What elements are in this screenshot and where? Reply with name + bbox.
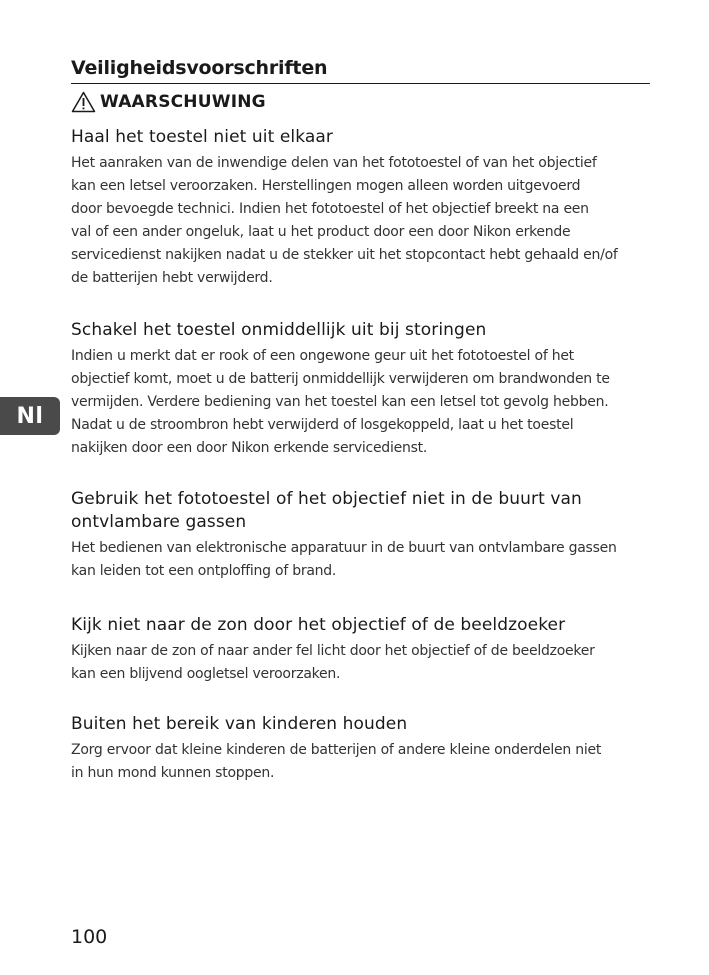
language-tab: Nl xyxy=(0,397,60,435)
page-title: Veiligheidsvoorschriften xyxy=(71,57,328,79)
section-heading: Kijk niet naar de zon door het objectief of de beeldzoeker xyxy=(71,615,566,635)
section-heading: Schakel het toestel onmiddellijk uit bij storingen xyxy=(71,320,487,340)
section-body: Kijken naar de zon of naar ander fel licht door het objectief of de beeldzoeker kan een blijvend oogletsel veroorzaken. xyxy=(71,643,595,682)
section-malfunction xyxy=(71,319,653,460)
section-heading: Gebruik het fototoestel of het objectief niet in de buurt van ontvlambare gassen xyxy=(71,489,582,532)
page-number: 100 xyxy=(71,926,108,948)
section-body: Het aanraken van de inwendige delen van het fototoestel of van het objectief kan een letsel veroorzaken. Herstellingen mogen alleen worden uitgevoerd door bevoegde technici. Indien het fototoestel of het objectief breekt na een val of een ander ongeluk, laat u het product door een door Nikon erkende servicedienst nakijken nadat u de stekker uit het stopcontact hebt gehaald en/of de batterijen hebt verwijderd. xyxy=(71,155,618,286)
title-rule xyxy=(71,83,650,84)
warning-triangle-icon xyxy=(71,91,96,113)
section-body: Indien u merkt dat er rook of een ongewone geur uit het fototoestel of het objectief komt, moet u de batterij onmiddellijk verwijderen om brandwonden te vermijden. Verdere bediening van het toestel kan een letsel tot gevolg hebben. Nadat u de stroombron hebt verwijderd of losgekoppeld, laat u het toestel nakijken door een door Nikon erkende servicedienst. xyxy=(71,348,610,456)
section-sun xyxy=(71,614,653,686)
section-children xyxy=(71,713,653,785)
warning-label: WAARSCHUWING xyxy=(100,92,266,112)
warning-row xyxy=(71,89,266,115)
section-body: Zorg ervoor dat kleine kinderen de batterijen of andere kleine onderdelen niet in hun mond kunnen stoppen. xyxy=(71,742,602,781)
section-heading: Haal het toestel niet uit elkaar xyxy=(71,127,334,147)
section-disassemble xyxy=(71,126,653,290)
section-flammable-gas xyxy=(71,488,653,583)
section-heading: Buiten het bereik van kinderen houden xyxy=(71,714,408,734)
section-body: Het bedienen van elektronische apparatuur in de buurt van ontvlambare gassen kan leiden tot een ontploffing of brand. xyxy=(71,540,617,579)
